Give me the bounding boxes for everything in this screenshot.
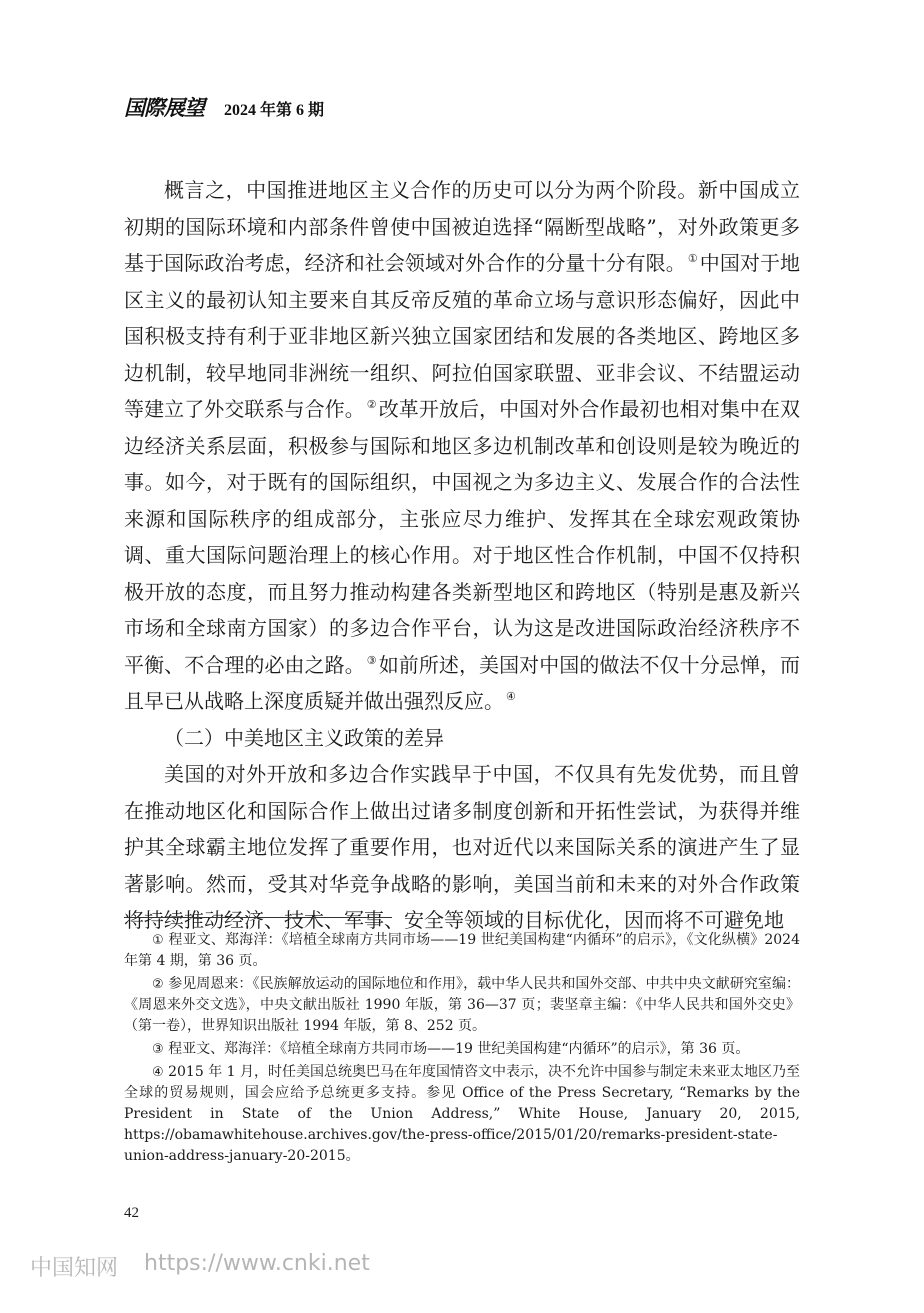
footnote-text: 程亚文、郑海洋：《培植全球南方共同市场——19 世纪美国构建“内循环”的启示》，第 36 页。 (168, 1041, 750, 1057)
footnote-text: 程亚文、郑海洋：《培植全球南方共同市场——19 世纪美国构建“内循环”的启示》，《文化纵横》2024 年第 4 期，第 36 页。 (124, 932, 800, 969)
issue-label: 2024 年第 6 期 (224, 102, 325, 119)
paragraph-2: 美国的对外开放和多边合作实践早于中国，不仅具有先发优势，而且曾在推动地区化和国际合作上做出过诸多制度创新和开拓性尝试，为获得并维护其全球霸主地位发挥了重要作用，也对近代以来国际关系的演进产生了显著影响。然而，受其对华竞争战略的影响，美国当前和未来的对外合作政策将持续推动经济、技术、军事、安全等领域的目标优化，因而将不可避免地 (124, 762, 800, 932)
journal-logo: 国際展望 (124, 95, 204, 120)
article-body (124, 172, 800, 939)
footnotes (124, 930, 800, 1169)
footnote-divider (124, 917, 392, 918)
footnote-4 (124, 1062, 800, 1167)
footnote-mark: ④ (152, 1065, 164, 1080)
running-header (124, 92, 324, 122)
footnote-text: 参见周恩来：《民族解放运动的国际地位和作用》，载中华人民共和国外交部、中共中央文献研究室编：《周恩来外交文选》，中央文献出版社 1990 年版，第 36—37 页；裴坚章主编：《中华人民共和国外交史》（第一卷），世界知识出版社 1994 年版，第 8、252 页。 (124, 976, 801, 1034)
footnote-ref-2[interactable]: ② (366, 398, 377, 412)
section-heading: （二）中美地区主义政策的差异 (164, 725, 444, 750)
watermark-url[interactable]: https://www.cnki.net (144, 1251, 370, 1276)
footnote-mark: ① (152, 933, 164, 948)
paragraph-1 (124, 172, 800, 720)
cnki-watermark (30, 1251, 370, 1282)
footnote-ref-1[interactable]: ① (687, 252, 698, 266)
watermark-brand: 中国知网 (30, 1256, 119, 1281)
footnote-3 (124, 1039, 800, 1060)
footnote-ref-4[interactable]: ④ (506, 690, 516, 704)
para1-part-4: 如前所述，美国对中国的做法不仅十分忌惮，而且早已从战略上深度质疑并做出强烈反应。 (124, 652, 801, 713)
page-number: 42 (124, 1205, 139, 1221)
para1-part-1: 概言之，中国推进地区主义合作的历史可以分为两个阶段。新中国成立初期的国际环境和内部条件曾使中国被迫选择“隔断型战略”，对外政策更多基于国际政治考虑，经济和社会领域对外合作的分量十分有限。 (124, 178, 800, 275)
footnote-2 (124, 974, 800, 1037)
para1-part-2: 中国对于地区主义的最初认知主要来自其反帝反殖的革命立场与意识形态偏好，因此中国积极支持有利于亚非地区新兴独立国家团结和发展的各类地区、跨地区多边机制，较早地同非洲统一组织、阿拉伯国家联盟、亚非会议、不结盟运动等建立了外交联系与合作。 (124, 251, 801, 421)
para1-part-3: 改革开放后，中国对外合作最初也相对集中在双边经济关系层面，积极参与国际和地区多边机制改革和创设则是较为晚近的事。如今，对于既有的国际组织，中国视之为多边主义、发展合作的合法性来源和国际秩序的组成部分，主张应尽力维护、发挥其在全球宏观政策协调、重大国际问题治理上的核心作用。对于地区性合作机制，中国不仅持积极开放的态度，而且努力推动构建各类新型地区和跨地区（特别是惠及新兴市场和全球南方国家）的多边合作平台，认为这是改进国际政治经济秩序不平衡、不合理的必由之路。 (124, 397, 801, 677)
footnote-text: 2015 年 1 月，时任美国总统奥巴马在年度国情咨文中表示，决不允许中国参与制定未来亚太地区乃至全球的贸易规则，国会应给予总统更多支持。参见 Office of the Press Secretary, “Remarks by the President in State of the Union Address,” White House, January 20, 2015, https://obamawhitehouse.archives.gov/the-press-office/2015/01/20/remarks-president-state-union-address-january-20-2015。 (124, 1064, 800, 1164)
footnote-ref-3[interactable]: ③ (366, 653, 377, 667)
footnote-1 (124, 930, 800, 972)
footnote-mark: ② (152, 977, 164, 992)
footnote-mark: ③ (152, 1042, 164, 1057)
